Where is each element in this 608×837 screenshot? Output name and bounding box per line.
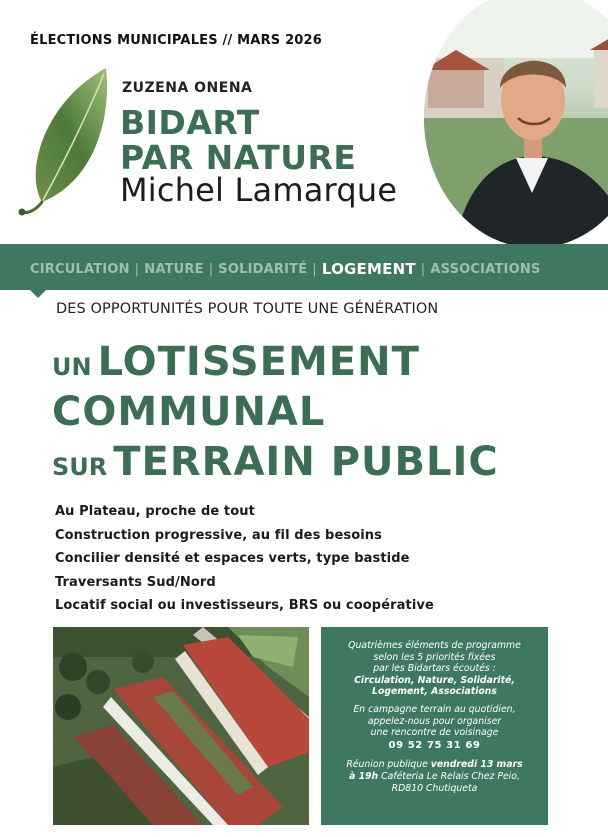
info-line: une rencontre de voisinage — [370, 727, 499, 739]
headline-word-terrain-public: TERRAIN PUBLIC — [113, 439, 499, 485]
phone-number: 09 52 75 31 69 — [388, 739, 481, 751]
nav-item-solidarite: SOLIDARITÉ — [218, 261, 308, 277]
program-point: Locatif social ou investisseurs, BRS ou coopérative — [55, 598, 434, 613]
headline-word-communal: COMMUNAL — [52, 389, 326, 435]
meeting-time: à 19h — [349, 770, 379, 782]
info-line: En campagne terrain au quotidien, — [353, 703, 516, 715]
program-point: Traversants Sud/Nord — [55, 574, 216, 590]
headline-line-3 — [52, 439, 499, 485]
headline-line-2 — [52, 389, 326, 435]
campaign-info-box — [321, 627, 548, 825]
meeting-place-line: RD810 Chutiqueta — [391, 782, 478, 794]
nav-separator: | — [208, 261, 214, 277]
program-point: Construction progressive, au fil des besoins — [55, 527, 382, 543]
meeting-line — [321, 771, 548, 783]
nav-separator: | — [312, 261, 317, 277]
meeting-date: vendredi 13 mars — [430, 759, 523, 771]
headline-line-1 — [52, 339, 420, 385]
headline-word-un: UN — [52, 353, 92, 381]
nav-item-circulation: CIRCULATION — [30, 261, 130, 277]
info-line: Quatrièmes éléments de programme — [348, 640, 521, 651]
title-line-1: BIDART — [120, 103, 260, 142]
meeting-place: Caféteria Le Relais Chez Peio, — [378, 770, 520, 782]
program-points — [55, 500, 434, 618]
meeting-prefix: Réunion publique — [346, 759, 431, 771]
sub-brand: ZUZENA ONENA — [122, 80, 253, 96]
nav-item-logement: LOGEMENT — [321, 260, 416, 278]
priority-nav — [30, 258, 540, 280]
aerial-housing-photo — [53, 627, 309, 825]
candidate-portrait — [424, 0, 608, 248]
intro-line: DES OPPORTUNITÉS POUR TOUTE UNE GÉNÉRATION — [56, 301, 439, 317]
info-priorities: Logement, Associations — [372, 686, 497, 698]
title-line-2: PAR NATURE — [120, 138, 357, 177]
candidate-name: Michel Lamarque — [120, 171, 398, 209]
program-point: Au Plateau, proche de tout — [55, 504, 255, 519]
nav-item-associations: ASSOCIATIONS — [430, 261, 541, 277]
nav-separator: | — [134, 261, 140, 277]
headline-word-sur: SUR — [52, 453, 108, 481]
info-line: selon les 5 priorités fixées — [373, 651, 496, 663]
nav-item-nature: NATURE — [144, 261, 204, 277]
headline-word-lotissement: LOTISSEMENT — [97, 339, 420, 385]
info-line: par les Bidartars écoutés : — [373, 663, 496, 675]
band-pointer — [29, 289, 47, 298]
info-line: appelez-nous pour organiser — [367, 715, 502, 727]
program-point: Concilier densité et espaces verts, type bastide — [55, 551, 410, 566]
election-kicker: ÉLECTIONS MUNICIPALES // MARS 2026 — [30, 33, 323, 48]
leaf-logo-icon — [14, 62, 114, 222]
nav-separator: | — [420, 261, 426, 277]
info-priorities: Circulation, Nature, Solidarité, — [354, 674, 515, 686]
meeting-line — [321, 759, 548, 771]
